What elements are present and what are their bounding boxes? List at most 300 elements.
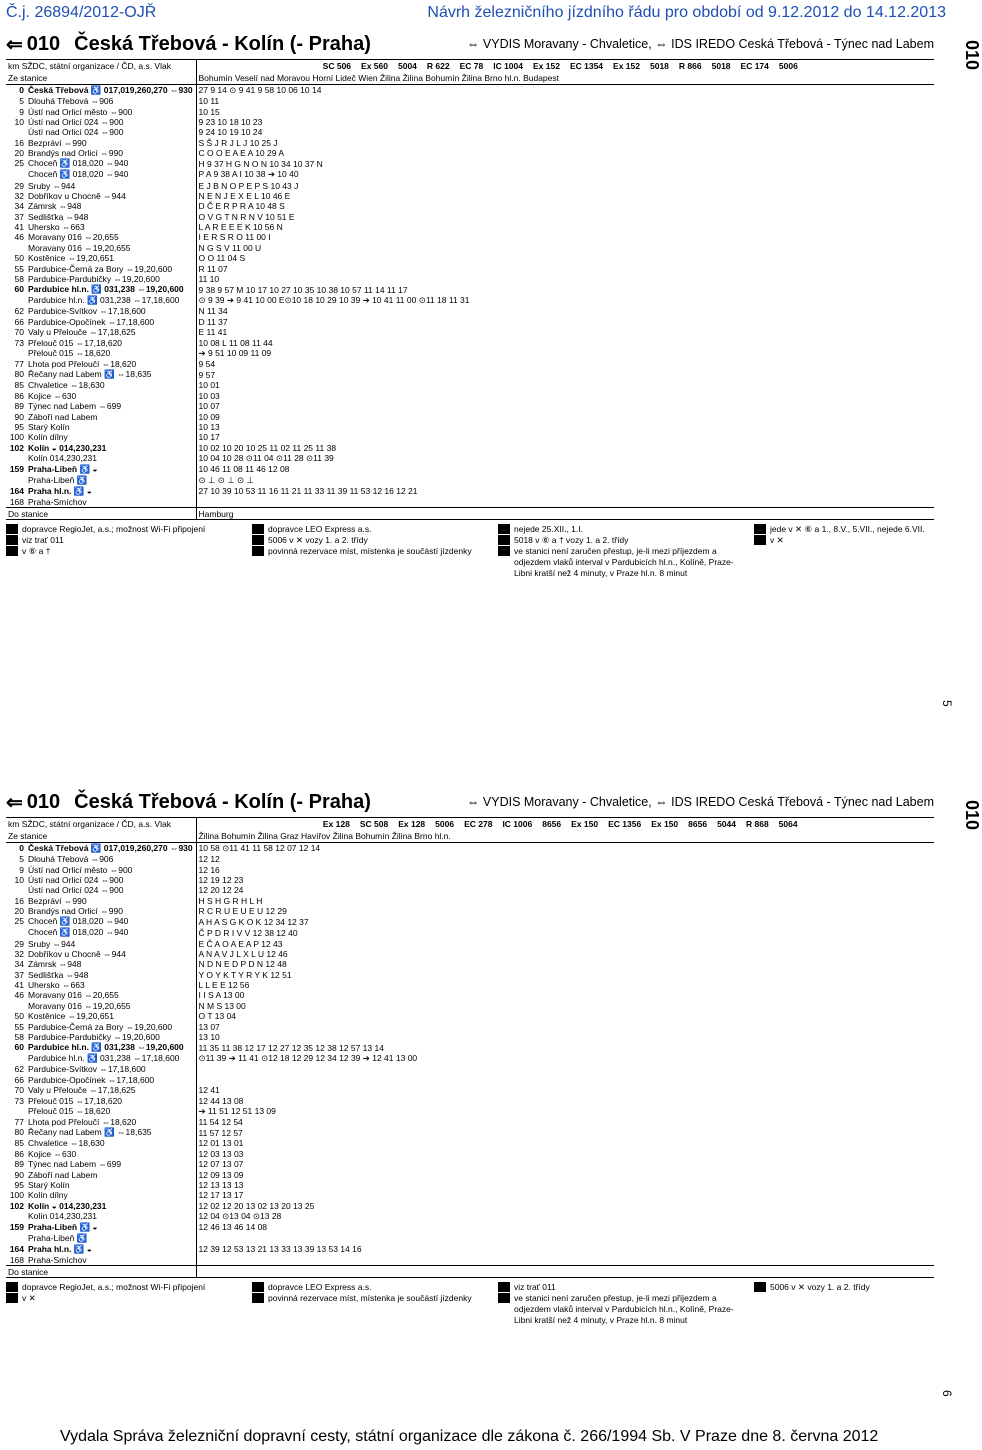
destination-label: Do stanice [6,508,196,519]
reference-number: Č.j. 26894/2012-OJŘ [6,4,157,21]
station-times: 12 02 12 20 13 02 13 20 13 25 [198,1200,315,1211]
train-number: 5006 [435,819,455,829]
footnote-text: v ✕ [770,534,784,545]
train-number: 5064 [778,819,798,829]
station-row [6,263,934,273]
station-times: I E R S R O 11 00 I [198,232,271,243]
footnote [498,1282,748,1293]
station-row [6,1211,934,1222]
footnote-text: dopravce RegioJet, a.s.; možnost Wi-Fi připojení [22,523,206,534]
station-cell [6,1042,196,1053]
station-cell [6,138,196,148]
station-km: 164 [9,485,24,496]
station-name: Praha hl.n. ♿ ◒ [28,1243,92,1254]
station-cell [6,1233,196,1244]
origin-row [6,72,934,85]
page-number: 6 [940,1390,954,1397]
footnote [6,535,246,546]
station-name: Chvaletice ⇔18,630 [28,1138,105,1149]
footnote [6,524,246,535]
station-name: Týnec nad Labem ⇔699 [28,401,122,412]
station-cell [6,938,196,948]
station-cell [6,1127,196,1138]
operator-label: km SŽDC, státní organizace / ČD, a.s. Vlak [6,818,196,831]
station-times: 12 04 ⊙13 04 ⊙13 28 [198,1210,282,1221]
station-km: 90 [14,411,24,422]
station-times: D Č E R P R A 10 48 S [198,201,285,212]
station-cell [6,1032,196,1042]
station-cell [6,212,196,222]
footnotes [6,524,934,579]
station-name: Pardubice-Černá za Bory ⇔19,20,600 [28,263,173,274]
station-times: 12 13 13 13 [198,1179,244,1190]
station-cell [6,875,196,885]
station-km: 58 [14,1032,24,1043]
station-cell [6,369,196,380]
station-km: 55 [14,263,24,274]
station-name: Ústí nad Orlicí 024 ⇔900 [28,885,124,896]
station-name: Ústí nad Orlicí 024 ⇔900 [28,116,124,127]
origin-label: Ze stanice [6,72,196,85]
station-name: Pardubice-Svítkov ⇔17,18,600 [28,1064,146,1075]
station-cell [6,411,196,421]
footnote-text: 5006 v ✕ vozy 1. a 2. třídy [770,1281,870,1292]
station-row [6,1255,934,1266]
station-name: Sruby ⇔944 [28,938,76,949]
station-row [6,1201,934,1211]
station-times: 13 07 [198,1021,220,1032]
station-name: Zámrsk ⇔948 [28,959,82,970]
station-name: Přelouč 015 ⇔17,18,620 [28,1095,123,1106]
station-cell [6,391,196,401]
station-row [6,1001,934,1011]
timetable-title-row [6,790,934,814]
station-cell [6,1106,196,1117]
footnote-text: v ⑥ a † [22,545,51,556]
timetable-table [6,59,934,520]
station-name: Ústí nad Orlicí město ⇔900 [28,864,133,875]
station-cell [6,158,196,169]
timetable-title-row [6,32,934,56]
train-number: 5018 [711,61,731,71]
station-row [6,327,934,337]
station-cell [6,263,196,273]
station-cell [6,949,196,959]
station-name: Ústí nad Orlicí 024 ⇔900 [28,127,124,138]
station-row [6,127,934,137]
station-times [196,1064,934,1074]
station-cell [6,148,196,158]
station-name: Praha-Smíchov [28,1255,87,1266]
station-name: Praha-Libeň ♿ [28,1232,88,1243]
station-row [6,106,934,116]
footnote [498,546,748,579]
station-row [6,212,934,222]
station-name: Dlouhá Třebová ⇔906 [28,96,114,107]
station-row [6,1233,934,1244]
station-row [6,369,934,380]
station-row [6,380,934,390]
footnote-marker [252,1282,264,1292]
station-cell [6,1075,196,1085]
station-name: Zámrsk ⇔948 [28,201,82,212]
origin-stations: Bohumín Veselí nad Moravou Horní Lideč Wien Žilina Žilina Bohumín Žilina Brno hl.n. Budapest [196,72,934,85]
station-cell [6,337,196,347]
station-times: 12 09 13 09 [198,1169,244,1180]
station-row [6,401,934,411]
station-times: N E N J E X E L 10 46 E [198,190,291,201]
station-cell [6,253,196,263]
station-times: E 11 41 [198,327,228,338]
timetable-page-1 [6,32,934,579]
footnote-marker [498,546,510,556]
station-times: N G S V 11 00 U [198,242,262,253]
station-km: 73 [14,337,24,348]
train-number: EC 1354 [569,61,604,71]
footnote-marker [754,535,766,545]
station-km: 32 [14,948,24,959]
station-row [6,391,934,401]
station-km: 37 [14,211,24,222]
station-row [6,453,934,464]
station-km: 90 [14,1169,24,1180]
footnote [252,546,492,579]
station-times: 10 46 11 08 11 46 12 08 [198,464,290,475]
station-times: 10 58 ⊙11 41 11 58 12 07 12 14 [198,843,321,853]
station-times: 12 07 13 07 [198,1159,244,1170]
line-subtitle: ⇔ VYDIS Moravany - Chvaletice, ⇔ IDS IREDO Ceská Třebová - Týnec nad Labem [466,795,934,809]
destination-label: Do stanice [6,1266,196,1277]
station-times: 12 17 13 17 [198,1190,244,1201]
timetable-table [6,817,934,1278]
train-number: Ex 560 [361,61,388,71]
station-row [6,1042,934,1053]
station-cell [6,1117,196,1127]
station-row [6,284,934,295]
train-number: SC 506 [322,61,352,71]
station-name: Kolín ◒ 014,230,231 [28,442,107,453]
station-cell [6,864,196,874]
station-row [6,222,934,232]
station-km: 62 [14,306,24,317]
station-times: A H A S G K O K 12 34 12 37 [198,916,309,927]
train-numbers [196,60,934,73]
station-km: 66 [14,1074,24,1085]
footnote-marker [498,1293,510,1303]
station-km: 62 [14,1064,24,1075]
footnote-marker [498,524,510,534]
station-name: Ústí nad Orlicí město ⇔900 [28,106,133,117]
station-times: Y O Y K T Y R Y K 12 51 [198,969,292,980]
station-name: Valy u Přelouče ⇔17,18,625 [28,1085,136,1096]
station-km: 159 [9,1221,24,1232]
station-km: 10 [14,874,24,885]
station-name: Choceň ♿ 018,020 ⇔940 [28,169,129,180]
station-cell [6,1053,196,1064]
station-times: 9 38 9 57 M 10 17 10 27 10 35 10 38 10 57 11 14 11 17 [198,284,408,295]
station-times: 11 35 11 38 12 17 12 27 12 35 12 38 12 57 13 14 [198,1042,384,1053]
station-row [6,201,934,211]
station-cell [6,222,196,232]
station-name: Záboří nad Labem [28,411,98,422]
page-number: 5 [940,700,954,707]
station-row [6,317,934,327]
station-cell [6,85,196,97]
station-cell [6,1222,196,1233]
train-number: EC 174 [740,61,769,71]
station-km: 102 [9,442,24,453]
station-cell [6,180,196,190]
station-name: Bezpráví ⇔990 [28,137,87,148]
station-km: 95 [14,1179,24,1190]
station-name: Choceň ♿ 018,020 ⇔940 [28,916,129,927]
station-times: 12 19 12 23 [198,874,244,885]
station-cell [6,232,196,242]
station-row [6,1032,934,1042]
station-cell [6,854,196,864]
station-cell [6,464,196,475]
station-km: 10 [14,116,24,127]
station-cell [6,916,196,927]
station-cell [6,497,196,508]
line-title: Česká Třebová - Kolín (- Praha) [74,790,371,813]
station-cell [6,317,196,327]
footnote-text: 5018 v ⑥ a † vozy 1. a 2. třídy [514,534,629,545]
footnote-marker [498,535,510,545]
station-row [6,486,934,497]
station-cell [6,274,196,284]
station-name: Brandýs nad Orlicí ⇔990 [28,148,123,159]
station-name: Řečany nad Labem ♿ ⇔18,635 [28,1127,152,1138]
line-title: Česká Třebová - Kolín (- Praha) [74,32,371,55]
station-cell [6,127,196,137]
station-km: 25 [14,158,24,169]
station-times: 11 10 [198,274,220,285]
station-name: Moravany 016 ⇔19,20,655 [28,242,131,253]
station-times: 10 04 10 28 ⊙11 04 ⊙11 28 ⊙11 39 [198,452,334,463]
station-name: Pardubice-Pardubičky ⇔19,20,600 [28,1032,160,1043]
station-name: Kolín 014,230,231 [28,1211,98,1222]
station-times: O O 11 04 S [198,253,246,264]
station-name: Česká Třebová ♿ 017,019,260,270 ⇔930 [28,85,193,95]
station-row [6,274,934,284]
station-times: 9 24 10 19 10 24 [198,127,263,138]
station-name: Ústí nad Orlicí 024 ⇔900 [28,874,124,885]
train-number: R 866 [678,61,702,71]
station-row [6,1053,934,1064]
station-cell [6,486,196,497]
station-times: 10 08 L 11 08 11 44 [198,337,273,348]
station-cell [6,896,196,906]
station-name: Kostěnice ⇔19,20,651 [28,253,115,264]
station-km: 5 [19,854,24,865]
station-cell [6,1211,196,1222]
station-name: Praha-Libeň ♿ ◒ [28,463,98,474]
station-cell [6,1255,196,1266]
station-times: 12 20 12 24 [198,885,244,896]
station-row [6,117,934,127]
station-cell [6,1169,196,1179]
line-number: 010 [26,790,61,813]
train-number: EC 1356 [608,819,642,829]
station-name: Pardubice hl.n. ♿ 031,238 ⇔17,18,600 [28,295,180,306]
train-header-row [6,60,934,73]
station-row [6,359,934,369]
footnote-marker [252,535,264,545]
section-line-label: 010 [962,800,982,831]
station-km: 0 [19,843,24,853]
station-times [196,1255,934,1266]
station-times: P A 9 38 A I 10 38 ➔ 10 40 [198,169,299,180]
station-cell [6,1159,196,1169]
station-name: Kolín ◒ 014,230,231 [28,1200,107,1211]
station-times: 10 11 [198,96,220,107]
station-cell [6,191,196,201]
origin-stations: Žilina Bohumín Žilina Graz Havířov Žilina Bohumín Žilina Brno hl.n. [196,830,934,843]
station-row [6,475,934,486]
station-row [6,295,934,306]
station-row [6,949,934,959]
station-km: 95 [14,421,24,432]
station-row [6,411,934,421]
station-times: 12 12 [198,854,220,865]
station-row [6,875,934,885]
station-row [6,864,934,874]
station-row [6,927,934,938]
station-row [6,1180,934,1190]
station-row [6,970,934,980]
station-km: 34 [14,201,24,212]
station-km: 37 [14,969,24,980]
station-name: Starý Kolín [28,421,70,432]
train-number: Ex 150 [571,819,599,829]
station-km: 34 [14,959,24,970]
station-row [6,1106,934,1117]
train-number: Ex 128 [398,819,426,829]
station-name: Chvaletice ⇔18,630 [28,380,105,391]
station-times: ⊙ 9 39 ➔ 9 41 10 00 E⊙10 18 10 29 10 39 ➔ 10 41 11 00 ⊙11 18 11 31 [198,295,470,306]
station-km: 41 [14,222,24,233]
station-cell [6,1085,196,1095]
station-km: 60 [14,284,24,295]
station-km: 89 [14,1159,24,1170]
train-number: SC 508 [359,819,389,829]
footnote-marker [754,1282,766,1292]
train-number: 5004 [397,61,417,71]
footnote-marker [6,546,18,556]
line-number: 010 [26,32,61,55]
station-row [6,1095,934,1105]
station-km: 100 [9,432,24,443]
station-row [6,464,934,475]
station-name: Dobříkov u Chocně ⇔944 [28,948,126,959]
station-times: E Č A O A E A P 12 43 [198,938,283,949]
station-km: 168 [9,497,24,508]
footnote [6,546,246,579]
station-row [6,959,934,969]
station-cell [6,906,196,916]
station-name: Praha hl.n. ♿ ◒ [28,485,92,496]
station-name: Moravany 016 ⇔19,20,655 [28,1000,131,1011]
station-times [196,1075,934,1085]
station-times: N M S 13 00 [198,1000,246,1011]
station-times: 12 39 12 53 13 21 13 33 13 39 13 53 14 16 [198,1244,362,1255]
direction-icon: ⇐ [6,791,23,814]
origin-label: Ze stanice [6,830,196,843]
station-km: 102 [9,1200,24,1211]
station-km: 85 [14,1138,24,1149]
station-km: 46 [14,232,24,243]
station-km: 55 [14,1021,24,1032]
station-km: 60 [14,1042,24,1053]
station-km: 50 [14,253,24,264]
station-times: 10 09 [198,411,220,422]
station-times: 12 44 13 08 [198,1095,244,1106]
station-times: 12 01 13 01 [198,1138,244,1149]
publisher-footer: Vydala Správa železniční dopravní cesty, státní organizace dle zákona č. 266/1994 Sb. V Praze dne 8. června 2012 [60,1428,879,1445]
footnote-marker [6,524,18,534]
station-cell [6,885,196,895]
station-row [6,497,934,508]
station-row [6,1244,934,1255]
station-row [6,1169,934,1179]
station-row [6,148,934,158]
station-km: 29 [14,938,24,949]
station-name: Pardubice hl.n. ♿ 031,238 ⇔19,20,600 [28,284,184,295]
footnote-text: viz trať 011 [22,534,64,545]
station-name: Kolín 014,230,231 [28,453,98,464]
station-row [6,232,934,242]
station-cell [6,401,196,411]
train-number: IC 1006 [502,819,533,829]
station-times: 9 57 [198,369,216,380]
footnote-text: dopravce RegioJet, a.s.; možnost Wi-Fi připojení [22,1281,206,1292]
train-number: EC 78 [459,61,484,71]
station-cell [6,306,196,316]
station-row [6,916,934,927]
footnote-text: ve stanici není zaručen přestup, je-li mezi příjezdem a odjezdem vlaků interval v Pardubicích hl.n., Kolíně, Praze-Libni kratší než 4 minuty, v Praze hl.n. 8 minut [514,545,734,578]
footnote-marker [252,1293,264,1303]
footnote [498,535,748,546]
footnote-marker [498,1282,510,1292]
station-km: 77 [14,1117,24,1127]
footnote [498,1293,748,1326]
station-row [6,169,934,180]
station-cell [6,422,196,432]
station-km: 80 [14,1127,24,1138]
station-km: 16 [14,895,24,906]
footnote [754,524,954,535]
station-km: 5 [19,96,24,107]
station-times: ➔ 11 51 12 51 13 09 [198,1105,276,1116]
station-row [6,1149,934,1159]
station-name: Pardubice hl.n. ♿ 031,238 ⇔17,18,600 [28,1053,180,1064]
station-name: Přelouč 015 ⇔18,620 [28,1106,111,1117]
station-name: Praha-Libeň ♿ ◒ [28,1221,98,1232]
station-cell [6,359,196,369]
station-name: Kostěnice ⇔19,20,651 [28,1011,115,1022]
station-cell [6,980,196,990]
station-cell [6,1149,196,1159]
station-times: 12 41 [198,1085,220,1096]
station-times: 10 01 [198,380,220,391]
station-times: 9 23 10 18 10 23 [198,116,263,127]
station-cell [6,348,196,359]
station-times: N 11 34 [198,306,228,317]
station-times: E J B N O P E P S 10 43 J [198,180,299,191]
train-number: 8656 [542,819,562,829]
station-name: Choceň ♿ 018,020 ⇔940 [28,158,129,169]
